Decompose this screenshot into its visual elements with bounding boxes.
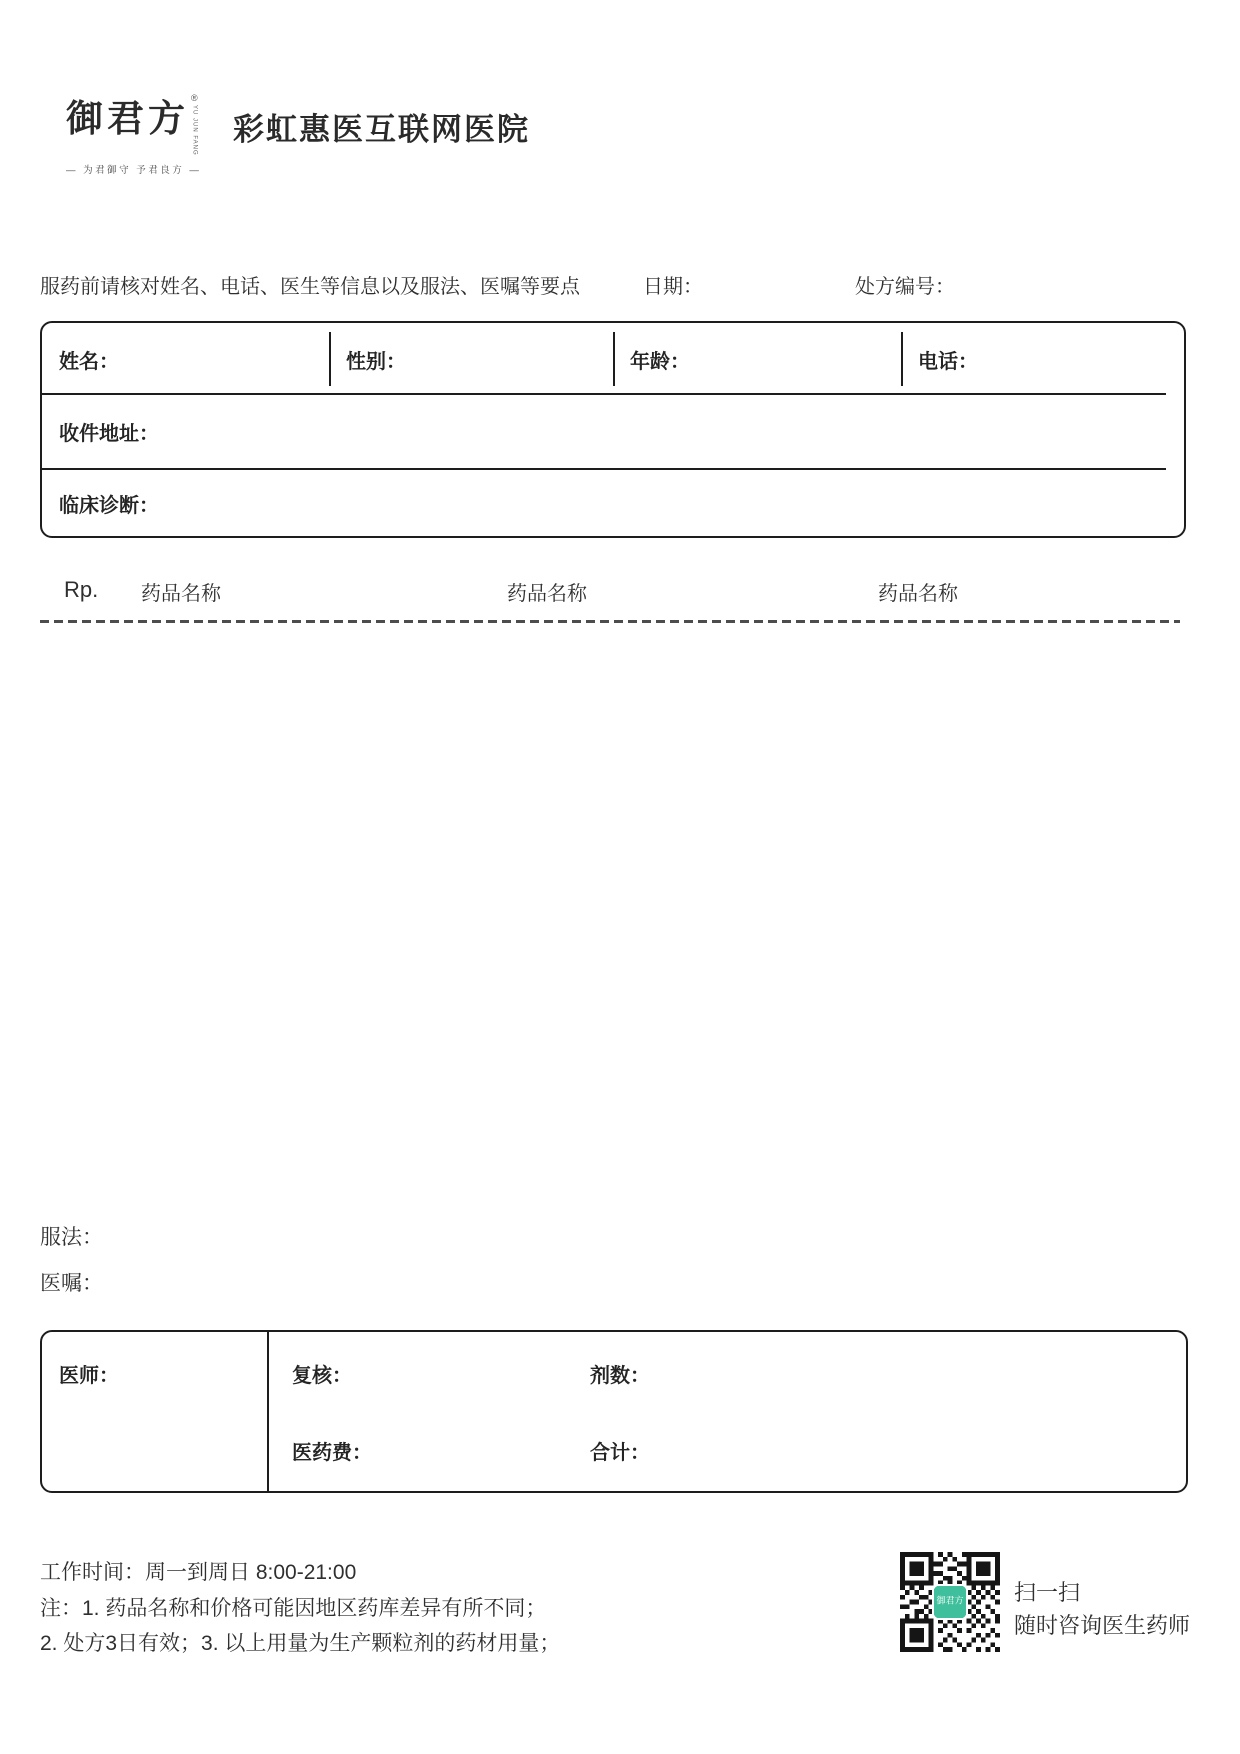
patient-info-box: [40, 321, 1186, 538]
usage-label: 服法：: [40, 1226, 103, 1249]
total-label: 合计：: [590, 1442, 650, 1464]
patient-diagnosis-row: [42, 470, 1184, 536]
review-label: 复核：: [292, 1365, 352, 1387]
drug-column-header: 药品名称: [878, 583, 958, 605]
registered-trademark-icon: ®: [191, 93, 198, 103]
date-label: 日期：: [643, 276, 703, 298]
qr-center-logo-text: 御君方: [936, 1595, 964, 1606]
hospital-title: 彩虹惠医互联网医院: [233, 112, 530, 147]
logo-vertical-text: YU JUN FANG: [191, 105, 198, 156]
address-label: 收件地址：: [59, 423, 159, 445]
drug-column-header: 药品名称: [507, 583, 587, 605]
physician-cell: [42, 1332, 269, 1491]
qr-caption-consult: 随时咨询医生药师: [1014, 1613, 1191, 1638]
patient-name-cell: [42, 323, 329, 395]
signoff-box: [40, 1330, 1188, 1493]
logo-tagline: — 为君御守 予君良方 —: [66, 164, 202, 176]
name-label: 姓名：: [59, 350, 119, 373]
advice-label: 医嘱：: [40, 1272, 103, 1295]
dashed-divider: [40, 620, 1180, 623]
review-fees-cell: [269, 1332, 1186, 1491]
gender-label: 性别：: [346, 350, 406, 373]
note-line-1: 注：1. 药品名称和价格可能因地区药库差异有所不同；: [40, 1597, 547, 1620]
fee-row: [292, 1436, 1176, 1465]
patient-row-basic: [42, 323, 1184, 395]
patient-address-row: [42, 395, 1184, 468]
diagnosis-label: 临床诊断：: [59, 494, 159, 517]
rp-label: Rp.: [64, 577, 99, 602]
rx-number-label: 处方编号：: [855, 276, 955, 298]
qr-code: [900, 1552, 1000, 1652]
patient-phone-cell: [901, 323, 1184, 395]
working-hours-text: 工作时间：周一到周日 8:00-21:00: [40, 1561, 357, 1584]
medicine-fee-label: 医药费：: [292, 1442, 372, 1464]
physician-label: 医师：: [59, 1365, 119, 1387]
patient-gender-cell: [329, 323, 613, 395]
age-label: 年龄：: [630, 350, 690, 373]
qr-caption-scan: 扫一扫: [1014, 1580, 1081, 1605]
check-reminder-text: 服药前请核对姓名、电话、医生等信息以及服法、医嘱等要点: [40, 276, 580, 298]
yujunfang-logo: [66, 93, 216, 176]
phone-label: 电话：: [918, 350, 978, 373]
logo-text: 御君方: [66, 96, 189, 140]
patient-age-cell: [613, 323, 901, 395]
dose-count-label: 剂数：: [590, 1365, 650, 1387]
note-line-2: 2. 处方3日有效；3. 以上用量为生产颗粒剂的药材用量；: [40, 1632, 561, 1655]
review-row: [292, 1359, 1176, 1388]
drug-column-header: 药品名称: [141, 583, 221, 605]
